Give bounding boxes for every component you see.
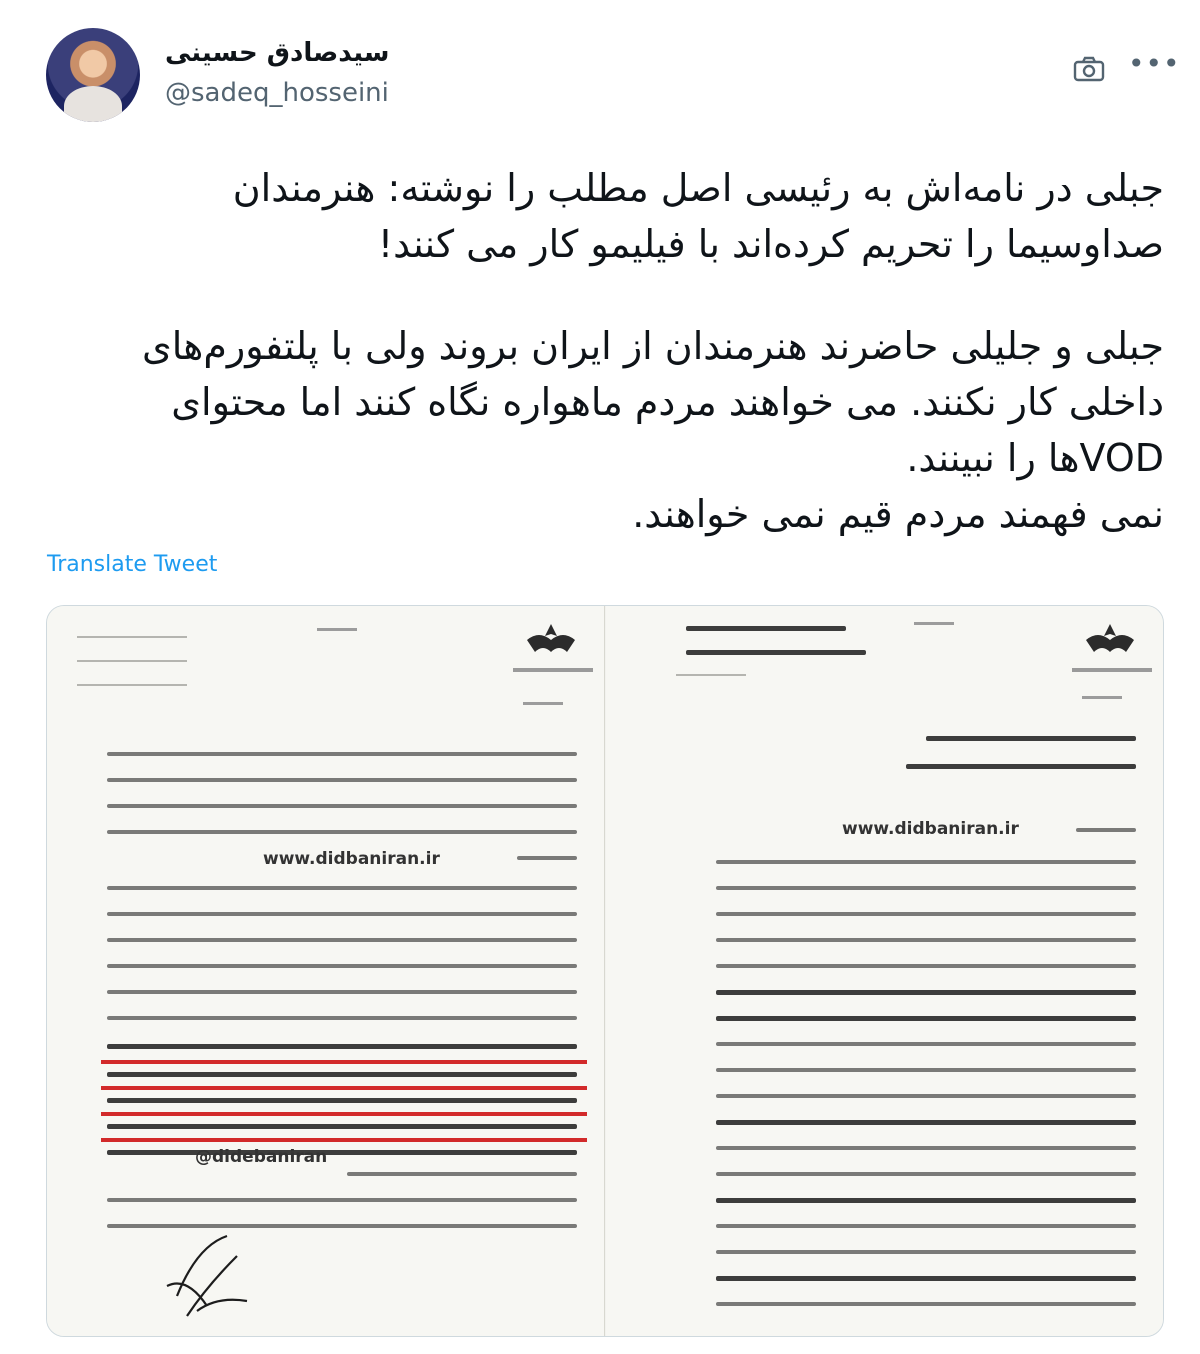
greeting-line	[1076, 828, 1136, 832]
letter-line	[716, 1120, 1136, 1125]
letter-line	[716, 1224, 1136, 1228]
translate-tweet-link[interactable]: Translate Tweet	[47, 552, 218, 577]
avatar[interactable]	[46, 28, 140, 122]
letter-line	[107, 1098, 577, 1103]
letter-line	[517, 856, 577, 860]
letter-line	[107, 964, 577, 968]
number-handwritten	[686, 650, 866, 655]
sender-title	[523, 702, 563, 705]
letter-line	[107, 804, 577, 808]
number-field	[77, 660, 187, 662]
letter-line	[107, 1044, 577, 1049]
red-underline	[101, 1112, 587, 1116]
letter-page-2	[47, 606, 605, 1337]
author-handle[interactable]: @sadeq_hosseini	[165, 78, 389, 108]
addressee-line	[906, 764, 1136, 769]
letter-page-1	[606, 606, 1164, 1337]
org-caption	[1072, 668, 1152, 672]
tweet-paragraph-1: جبلی در نامه‌اش به رئیسی اصل مطلب را نوشته: هنرمندان صداوسیما را تحریم کرده‌اند با فیلیمو کار می کنند!	[232, 166, 1164, 266]
author-display-name[interactable]: سیدصادق حسینی	[165, 38, 390, 68]
letter-line	[716, 886, 1136, 890]
tweet-header	[0, 0, 1200, 140]
tweet-paragraph-2: جبلی و جلیلی حاضرند هنرمندان از ایران بروند ولی با پلتفورم‌های داخلی کار نکنند. می خواهند مردم ماهواره نگاه کنند اما محتوای VODها را نبینند. نمی فهمند مردم قیم نمی خواهند.	[141, 324, 1164, 536]
letter-line	[716, 1146, 1136, 1150]
letter-line	[107, 1150, 577, 1155]
letter-line	[716, 912, 1136, 916]
tweet-media-image[interactable]	[46, 605, 1164, 1337]
attachment-field	[676, 674, 746, 676]
red-underline	[101, 1060, 587, 1064]
iribs-emblem-icon	[1076, 622, 1144, 662]
camera-icon[interactable]	[1072, 55, 1106, 83]
letter-line	[716, 1172, 1136, 1176]
watermark: @didebaniran	[195, 1147, 328, 1167]
letter-line	[107, 1016, 577, 1020]
tweet-text	[100, 160, 1164, 542]
sender-title	[1082, 696, 1122, 699]
letter-line	[716, 1302, 1136, 1306]
letter-line	[107, 912, 577, 916]
signature	[157, 1226, 267, 1326]
red-underline	[101, 1086, 587, 1090]
letter-line	[107, 1198, 577, 1202]
letter-line	[107, 886, 577, 890]
org-caption	[513, 668, 593, 672]
page-mark	[317, 628, 357, 631]
letter-line	[347, 1172, 577, 1176]
letter-line	[716, 1042, 1136, 1046]
red-underline	[101, 1138, 587, 1142]
letter-line	[107, 778, 577, 782]
letter-line	[716, 1094, 1136, 1098]
more-icon[interactable]: •••	[1128, 47, 1181, 80]
letter-line	[716, 964, 1136, 968]
date-field	[77, 636, 187, 638]
addressee-line	[926, 736, 1136, 741]
letter-line	[716, 1276, 1136, 1281]
letter-line	[716, 1068, 1136, 1072]
letter-line	[107, 752, 577, 756]
letter-line	[107, 1072, 577, 1077]
letter-line	[716, 938, 1136, 942]
watermark: www.didbaniran.ir	[263, 849, 440, 869]
attachment-field	[77, 684, 187, 686]
letter-line	[716, 860, 1136, 864]
letter-line	[107, 1124, 577, 1129]
iribs-emblem-icon	[517, 622, 585, 662]
letter-line	[107, 830, 577, 834]
page-mark	[914, 622, 954, 625]
letter-line	[716, 1198, 1136, 1203]
letter-line	[107, 990, 577, 994]
watermark: www.didbaniran.ir	[842, 819, 1019, 839]
letter-line	[716, 1250, 1136, 1254]
letter-line	[716, 990, 1136, 995]
letter-line	[716, 1016, 1136, 1021]
letter-line	[107, 938, 577, 942]
date-handwritten	[686, 626, 846, 631]
